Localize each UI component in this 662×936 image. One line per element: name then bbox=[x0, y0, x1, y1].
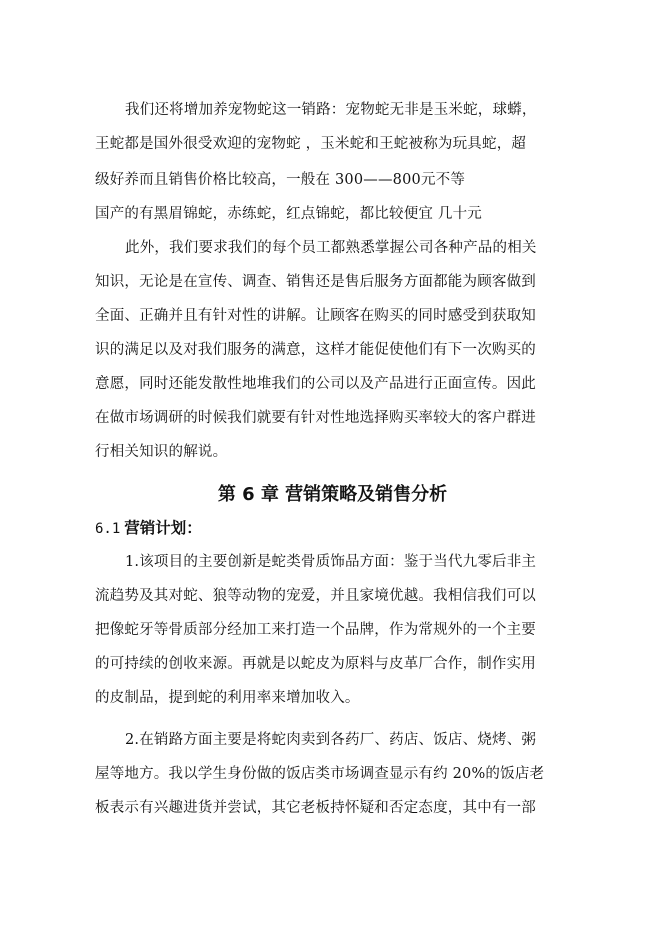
paragraph-2-line-2: 知识，无论是在宣传、调查、销售还是售后服务方面都能为顾客做到 bbox=[95, 274, 536, 290]
paragraph-3-line-2: 流趋势及其对蛇、狼等动物的宠爱，并且家境优越。我相信我们可以 bbox=[95, 588, 536, 604]
section-number: 6.1 bbox=[95, 521, 121, 537]
section-title: 营销计划： bbox=[124, 519, 202, 537]
section-heading bbox=[95, 517, 202, 540]
paragraph-1-line-1: 我们还将增加养宠物蛇这一销路：宠物蛇无非是玉米蛇，球蟒， bbox=[125, 102, 537, 118]
paragraph-4-line-3: 板表示有兴趣进货并尝试，其它老板持怀疑和否定态度，其中有一部 bbox=[95, 800, 536, 816]
paragraph-2-line-4: 识的满足以及对我们服务的满意，这样才能促使他们有下一次购买的 bbox=[95, 342, 536, 358]
paragraph-3-line-4: 的可持续的创收来源。再就是以蛇皮为原料与皮革厂合作，制作实用 bbox=[95, 656, 536, 672]
paragraph-1-line-2: 王蛇都是国外很受欢迎的宠物蛇 ，玉米蛇和王蛇被称为玩具蛇，超 bbox=[95, 136, 527, 152]
paragraph-2-line-1: 此外，我们要求我们的每个员工都熟悉掌握公司各种产品的相关 bbox=[125, 240, 537, 256]
paragraph-1-line-3: 级好养而且销售价格比较高，一般在 300——800元不等 bbox=[95, 172, 466, 188]
chapter-title: 第 6 章 营销策略及销售分析 bbox=[217, 484, 448, 505]
paragraph-3-line-1: 1.该项目的主要创新是蛇类骨质饰品方面：鉴于当代九零后非主 bbox=[125, 554, 537, 570]
paragraph-1-line-4: 国产的有黑眉锦蛇，赤练蛇，红点锦蛇，都比较便宜 几十元 bbox=[95, 206, 483, 222]
paragraph-2-line-3: 全面、正确并且有针对性的讲解。让顾客在购买的同时感受到获取知 bbox=[95, 308, 536, 324]
paragraph-4-line-2: 屋等地方。我以学生身份做的饭店类市场调查显示有约 20%的饭店老 bbox=[95, 766, 545, 782]
paragraph-2-line-6: 在做市场调研的时候我们就要有针对性地选择购买率较大的客户群进 bbox=[95, 410, 536, 426]
paragraph-4-line-1: 2.在销路方面主要是将蛇肉卖到各药厂、药店、饭店、烧烤、粥 bbox=[125, 732, 537, 748]
paragraph-3-line-5: 的皮制品，提到蛇的利用率来增加收入。 bbox=[95, 690, 360, 706]
paragraph-2-line-7: 行相关知识的解说。 bbox=[95, 444, 228, 460]
paragraph-3-line-3: 把像蛇牙等骨质部分经加工来打造一个品牌，作为常规外的一个主要 bbox=[95, 622, 536, 638]
paragraph-2-line-5: 意愿，同时还能发散性地堆我们的公司以及产品进行正面宣传。因此 bbox=[95, 376, 536, 392]
